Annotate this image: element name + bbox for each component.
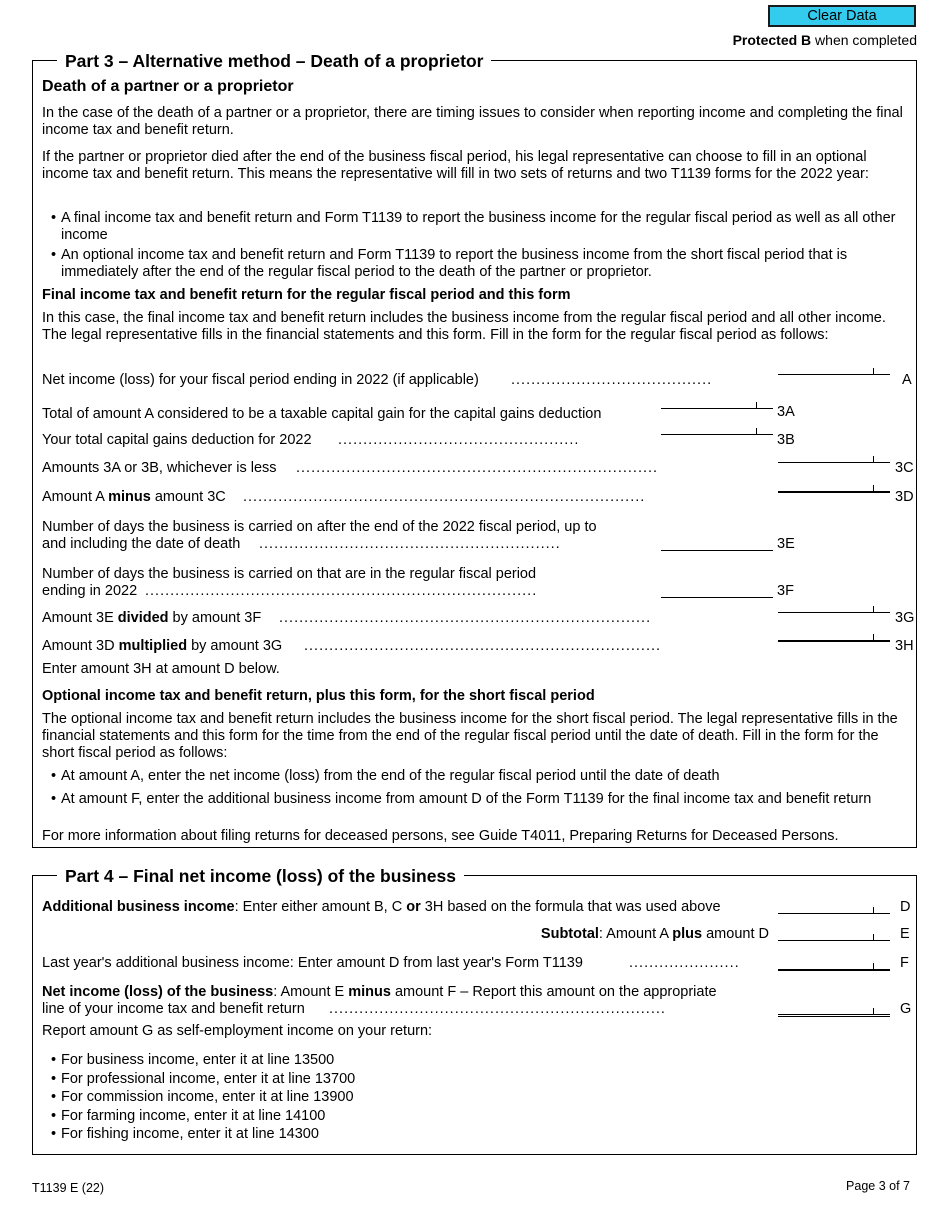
part4-title: Part 4 – Final net income (loss) of the business [57, 865, 464, 887]
line-3c-label: Amounts 3A or 3B, whichever is less [42, 460, 277, 476]
final-return-text: In this case, the final income tax and benefit return includes the business income from the regular fiscal period and all other income. The legal representative fills in the financial statements and this form. Fill in the form for the regular fiscal period as follows: [42, 310, 886, 343]
list-item: • For professional income, enter it at line 13700 [51, 1070, 906, 1089]
list-item: • An optional income tax and benefit return and Form T1139 to report the business income from the short fiscal period that is immediately after the end of the regular fiscal period to the death of the partner or proprietor. [51, 247, 906, 281]
line-3c-dots: ........................................................................ [296, 460, 659, 476]
line-3g-dots: .......................................................................... [279, 610, 652, 626]
line-a-label: Net income (loss) for your fiscal period ending in 2022 (if applicable) [42, 372, 479, 388]
line-e-label: Subtotal: Amount A plus amount D [540, 926, 769, 942]
line-d-field[interactable] [778, 899, 890, 914]
line-e-field[interactable] [778, 926, 890, 941]
line-3e-label1: Number of days the business is carried on after the end of the 2022 fiscal period, up to [42, 519, 597, 535]
part4-section [32, 866, 917, 1155]
part4-bullets [51, 1051, 906, 1144]
line-3g-label: Amount 3E divided by amount 3F [42, 610, 262, 626]
line-3f-dots: .............................................................................. [145, 583, 538, 599]
line-a-code: A [902, 372, 912, 388]
line-3a-code: 3A [777, 404, 795, 420]
line-f-label: Last year's additional business income: Enter amount D from last year's Form T1139 [42, 955, 583, 971]
more-info-text: For more information about filing returns for deceased persons, see Guide T4011, Preparing Returns for Deceased Persons. [42, 828, 839, 844]
line-3h-field[interactable] [778, 626, 890, 642]
line-g-dots: ................................................................... [329, 1001, 666, 1017]
part3-intro2: If the partner or proprietor died after the end of the business fiscal period, his legal representative can choose to fill in an optional income tax and benefit return. This means the representative will fill in two sets of returns and two T1139 forms for the 2022 year: [42, 149, 869, 182]
line-3c-field[interactable] [778, 448, 890, 463]
line-f-dots: ...................... [629, 955, 740, 971]
line-3f-code: 3F [777, 583, 794, 599]
final-return-heading: Final income tax and benefit return for the regular fiscal period and this form [42, 287, 571, 303]
optional-return-text: The optional income tax and benefit return includes the business income for the short fiscal period. The legal representative fills in the financial statements and this form for the time from the end of the regular fiscal period until the date of death. Fill in the form for the short fiscal period as follows: [42, 711, 898, 761]
line-d-label: Additional business income: Enter either amount B, C or 3H based on the formula that was used above [42, 899, 721, 915]
line-3e-label2: and including the date of death [42, 536, 241, 552]
list-item: • A final income tax and benefit return and Form T1139 to report the business income for the regular fiscal period as well as all other income [51, 210, 906, 244]
line-3h-dots: ....................................................................... [304, 638, 662, 654]
form-id: T1139 E (22) [32, 1181, 105, 1195]
line-g-code: G [900, 1001, 912, 1017]
line-g-field[interactable] [778, 1001, 890, 1017]
line-3f-label1: Number of days the business is carried on that are in the regular fiscal period [42, 566, 537, 582]
list-item: • For commission income, enter it at line 13900 [51, 1088, 906, 1107]
list-item: • At amount A, enter the net income (loss) from the end of the regular fiscal period until the date of death [51, 768, 906, 785]
optional-return-heading: Optional income tax and benefit return, plus this form, for the short fiscal period [42, 688, 595, 704]
report-g-note: Report amount G as self-employment income on your return: [42, 1023, 433, 1039]
optional-bullets [51, 768, 906, 808]
protected-b-notice: Protected B when completed [732, 32, 917, 48]
page-number: Page 3 of 7 [846, 1179, 910, 1193]
line-3e-field[interactable] [661, 536, 773, 551]
line-g-label1: Net income (loss) of the business: Amount E minus amount F – Report this amount on the appropriate [42, 984, 717, 1000]
part3-bullets [51, 210, 906, 281]
line-3d-field[interactable] [778, 477, 890, 493]
line-g-label2: line of your income tax and benefit return [42, 1001, 305, 1017]
line-3d-label: Amount A minus amount 3C [42, 489, 226, 505]
part3-title: Part 3 – Alternative method – Death of a proprietor [57, 50, 491, 72]
line-a-field[interactable] [778, 360, 890, 375]
list-item: • For fishing income, enter it at line 14300 [51, 1125, 906, 1144]
clear-data-button[interactable]: Clear Data [768, 5, 916, 27]
line-d-code: D [900, 899, 911, 915]
line-3a-field[interactable] [661, 394, 773, 409]
line-3b-label: Your total capital gains deduction for 2022 [42, 432, 312, 448]
line-f-code: F [900, 955, 909, 971]
line-e-code: E [900, 926, 910, 942]
line-3b-field[interactable] [661, 420, 773, 435]
list-item: • At amount F, enter the additional business income from amount D of the Form T1139 for the final income tax and benefit return [51, 791, 906, 808]
enter-3h-note: Enter amount 3H at amount D below. [42, 661, 280, 677]
line-3b-code: 3B [777, 432, 795, 448]
line-3d-code: 3D [895, 489, 914, 505]
line-3e-dots: ............................................................ [259, 536, 561, 552]
line-3h-code: 3H [895, 638, 914, 654]
line-3d-dots: ................................................................................ [243, 489, 646, 505]
line-3a-label: Total of amount A considered to be a taxable capital gain for the capital gains deduction [42, 406, 602, 422]
line-3g-field[interactable] [778, 598, 890, 613]
list-item: • For farming income, enter it at line 14100 [51, 1107, 906, 1126]
part3-section [32, 51, 917, 848]
line-a-dots: ........................................ [511, 372, 713, 388]
line-3g-code: 3G [895, 610, 915, 626]
line-3f-label2: ending in 2022 [42, 583, 138, 599]
line-3f-field[interactable] [661, 583, 773, 598]
line-f-field[interactable] [778, 955, 890, 971]
list-item: • For business income, enter it at line 13500 [51, 1051, 906, 1070]
part3-intro1: In the case of the death of a partner or a proprietor, there are timing issues to consider when reporting income and completing the final income tax and benefit return. [42, 105, 903, 138]
line-3e-code: 3E [777, 536, 795, 552]
part3-subtitle: Death of a partner or a proprietor [42, 78, 294, 95]
line-3h-label: Amount 3D multiplied by amount 3G [42, 638, 283, 654]
line-3c-code: 3C [895, 460, 914, 476]
line-3b-dots: ................................................ [338, 432, 580, 448]
